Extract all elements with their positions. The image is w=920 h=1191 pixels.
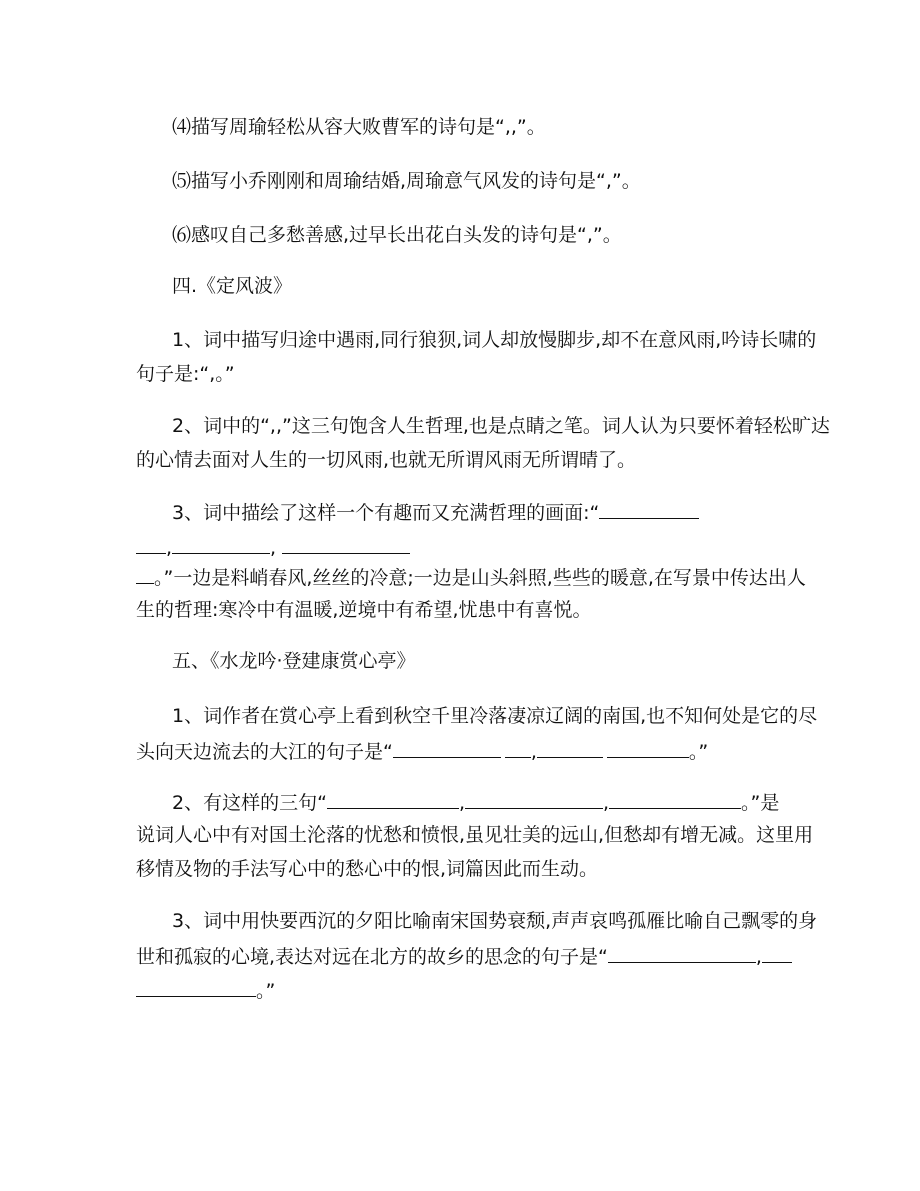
comma: , [602, 792, 610, 814]
answer-blank[interactable] [609, 790, 741, 809]
answer-blank[interactable] [465, 790, 603, 809]
s3-q5: ⑸描写小乔刚刚和周瑜结婚,周瑜意气风发的诗句是“,”。 [172, 170, 641, 192]
answer-blank[interactable] [172, 535, 270, 554]
answer-blank[interactable] [282, 535, 410, 554]
s4-q3-text2: 。”一边是料峭春风,丝丝的冷意;一边是山头斜照,些些的暖意,在写景中传达出人 [154, 567, 806, 589]
quote-end: 。”是 [741, 792, 780, 814]
s4-q3-line3 [136, 565, 806, 589]
s4-q3-text1: 3、词中描绘了这样一个有趣而又充满哲理的画面:“ [172, 502, 600, 524]
s5-q2-line1 [172, 790, 779, 814]
comma: , [530, 741, 537, 763]
s4-q3-line4: 生的哲理:寒冷中有温暖,逆境中有希望,忧患中有喜悦。 [136, 599, 592, 621]
answer-blank[interactable] [505, 739, 531, 758]
answer-blank[interactable] [136, 535, 166, 554]
comma: , [458, 792, 465, 814]
quote-end: 。” [688, 741, 709, 763]
comma: , [755, 946, 762, 968]
s4-q3-line1 [172, 500, 699, 524]
answer-blank[interactable] [537, 739, 603, 758]
s5-q3-line2 [136, 944, 792, 968]
s5-q2-line2: 说词人心中有对国土沦落的忧愁和愤恨,虽见壮美的远山,但愁却有增无减。这里用 [136, 824, 814, 846]
answer-blank[interactable] [393, 739, 501, 758]
s4-q2-line2: 的心情去面对人生的一切风雨,也就无所谓风雨无所谓晴了。 [136, 449, 637, 471]
answer-blank[interactable] [136, 978, 256, 997]
answer-blank[interactable] [327, 790, 459, 809]
s4-q2-line1: 2、词中的“,,”这三句饱含人生哲理,也是点睛之笔。词人认为只要怀着轻松旷达 [172, 415, 830, 437]
s4-q1-line1: 1、词中描写归途中遇雨,同行狼狈,词人却放慢脚步,却不在意风雨,吟诗长啸的 [172, 329, 817, 351]
answer-blank[interactable] [599, 500, 699, 519]
s5-q3-line1: 3、词中用快要西沉的夕阳比喻南宋国势衰颓,声声哀鸣孤雁比喻自己飘零的身 [172, 910, 818, 932]
s3-q6: ⑹感叹自己多愁善感,过早长出花白头发的诗句是“,”。 [172, 224, 622, 246]
s5-q3-line3 [136, 978, 275, 1002]
s5-q2-line3: 移情及物的手法写心中的愁心中的恨,词篇因此而生动。 [136, 858, 599, 880]
s5-q2-text: 2、有这样的三句“ [172, 792, 327, 814]
s4-q1-line2: 句子是:“,。” [136, 363, 235, 385]
s5-q3-text: 世和孤寂的心境,表达对远在北方的故乡的思念的句子是“ [136, 946, 608, 968]
s5-heading: 五、《水龙吟·登建康赏心亭》 [172, 650, 416, 672]
answer-blank[interactable] [136, 565, 154, 584]
s4-q3-line2 [136, 535, 410, 559]
answer-blank[interactable] [608, 944, 756, 963]
s5-q1-line2 [136, 739, 708, 763]
s5-q1-line1: 1、词作者在赏心亭上看到秋空千里冷落凄凉辽阔的南国,也不知何处是它的尽 [172, 705, 818, 727]
s5-q1-text: 头向天边流去的大江的句子是“ [136, 741, 393, 763]
quote-end: 。” [256, 980, 276, 1002]
comma: , [270, 537, 277, 559]
s4-heading: 四.《定风波》 [172, 275, 293, 297]
s3-q4: ⑷描写周瑜轻松从容大败曹军的诗句是“,,”。 [172, 116, 546, 138]
comma: , [166, 537, 173, 559]
answer-blank[interactable] [607, 739, 689, 758]
answer-blank[interactable] [762, 944, 792, 963]
